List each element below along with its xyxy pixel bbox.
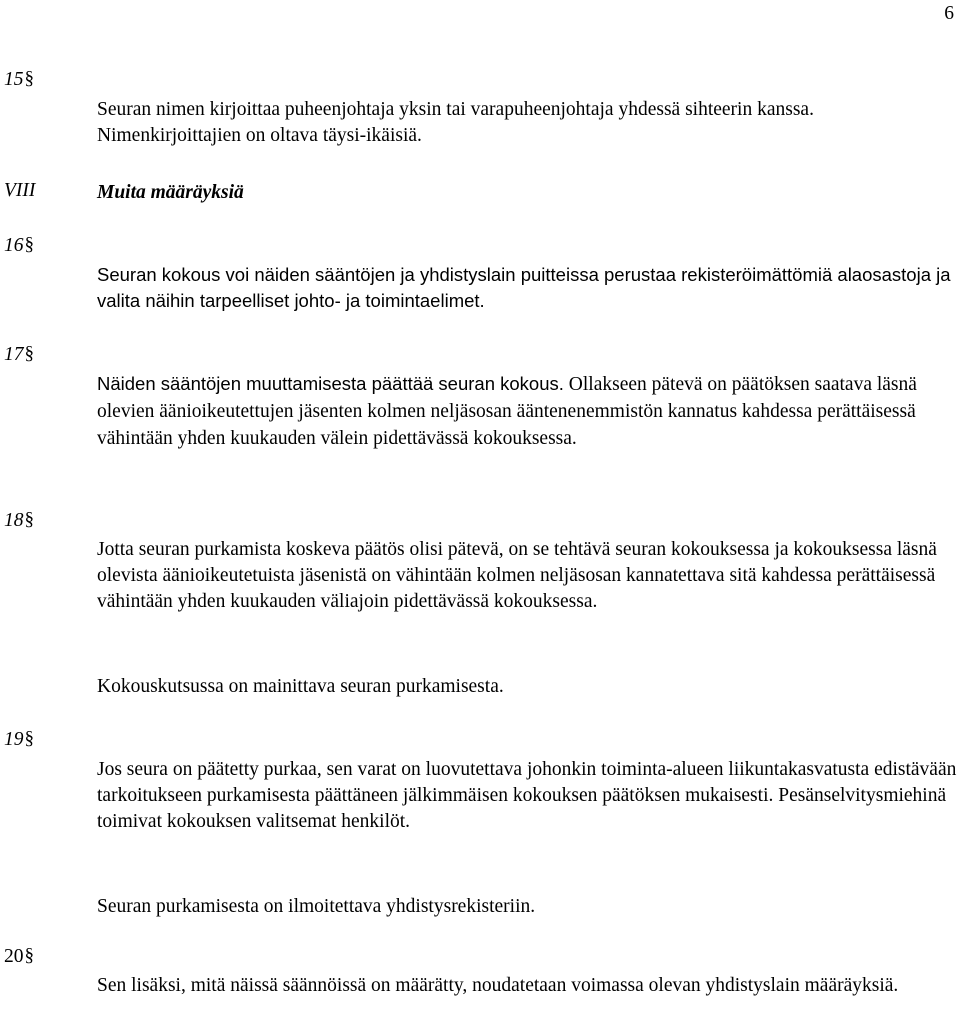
section-19-label [4,729,34,751]
section-number: 17 [4,344,24,365]
paragraph-rest: Ollakseen pätevä on päätöksen saatava läsnä olevien äänioikeutettujen jäsenten kolmen neljäsosan ääntenenemmistön kannatus kahdessa perättäisessä vähintään yhden kuukauden välein pidettävässä kokouksessa. [97,374,917,450]
section-18-paragraph: Jotta seuran purkamista koskeva päätös olisi pätevä, on se tehtävä seuran kokouksessa ja kokouksessa läsnä olevista äänioikeutetuista jäsenistä on vähintään kolmen neljäsosan kannatettava sitä kahdessa perättäisessä vähintään yhden kuukauden väliajoin pidettävässä kokouksessa. [97,539,937,613]
section-number: 19 [4,729,24,750]
section-19-paragraph-2: Seuran purkamisesta on ilmoitettava yhdistysrekisteriin. [97,896,536,917]
section-18-label [4,510,34,532]
section-mark: § [24,728,34,749]
section-mark: § [24,234,34,255]
section-16-paragraph: Seuran kokous voi näiden sääntöjen ja yhdistyslain puitteissa perustaa rekisteröimättömiä alaosastoja ja valita näihin tarpeelliset johto- ja toimintaelimet. [97,264,951,312]
section-mark: § [24,945,34,966]
section-mark: § [24,68,34,89]
section-15-paragraph: Seuran nimen kirjoittaa puheenjohtaja yksin tai varapuheenjohtaja yhdessä sihteerin kanssa. Nimenkirjoittajien on oltava täysi-ikäisiä. [97,99,814,147]
section-number: 15 [4,69,24,90]
section-20-paragraph: Sen lisäksi, mitä näissä säännöissä on määrätty, noudatetaan voimassa olevan yhdistyslain määräyksiä. [97,975,899,996]
section-19-paragraph: Jos seura on päätetty purkaa, sen varat on luovutettava johonkin toiminta-alueen liikuntakasvatusta edistävään tarkoitukseen purkamisesta päättäneen jälkimmäisen kokouksen päätöksen mukaisesti. Pesänselvitysmiehinä toimivat kokouksen valitsemat henkilöt. [97,759,957,833]
section-15-label [4,69,34,91]
section-16-label [4,235,34,257]
section-number: 18 [4,510,24,531]
section-number: 16 [4,235,24,256]
page-number: 6 [944,3,954,24]
section-mark: § [24,343,34,364]
chapter-viii-heading: Muita määräyksiä [97,182,244,203]
paragraph-first-sentence: Näiden sääntöjen muuttamisesta päättää seuran kokous. [97,373,564,394]
chapter-viii-label: VIII [4,180,36,201]
section-20-label [4,946,34,968]
section-17-paragraph [97,371,959,453]
section-18-paragraph-2: Kokouskutsussa on mainittava seuran purkamisesta. [97,676,504,697]
section-mark: § [24,509,34,530]
section-number: 20 [4,946,24,967]
section-17-label [4,344,34,366]
